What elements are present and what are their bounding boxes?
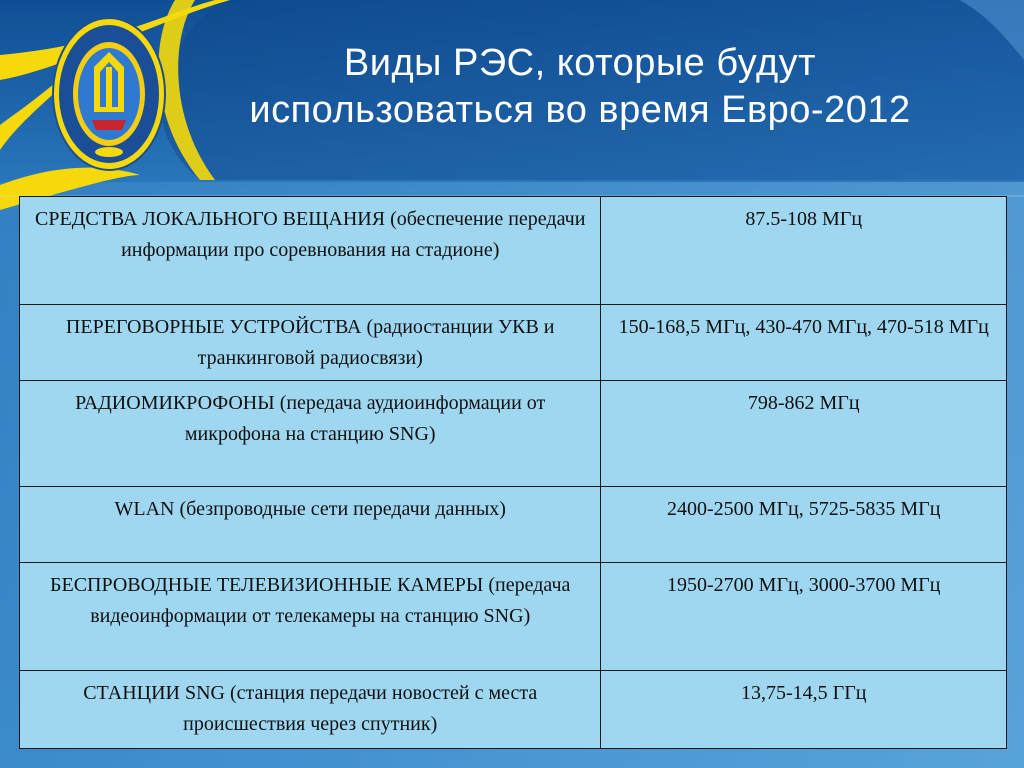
frequency-cell: 2400-2500 МГц, 5725-5835 МГц [601, 487, 1007, 563]
device-cell: ПЕРЕГОВОРНЫЕ УСТРОЙСТВА (радиостанции УКВ и транкинговой радиосвязи) [20, 305, 601, 381]
frequency-table [19, 196, 1007, 749]
device-cell: СТАНЦИИ SNG (станция передачи новостей с места происшествия через спутник) [20, 671, 601, 749]
frequency-cell: 13,75-14,5 ГГц [601, 671, 1007, 749]
device-cell: РАДИОМИКРОФОНЫ (передача аудиоинформации от микрофона на станцию SNG) [20, 381, 601, 487]
table-row [20, 563, 1007, 671]
frequency-cell: 87.5-108 МГц [601, 197, 1007, 305]
device-cell: БЕСПРОВОДНЫЕ ТЕЛЕВИЗИОННЫЕ КАМЕРЫ (передача видеоинформации от телекамеры на станцию SNG) [20, 563, 601, 671]
slide-title [170, 40, 990, 134]
table-row [20, 671, 1007, 749]
title-line-1: Виды РЭС, которые будут [343, 42, 817, 84]
device-cell: СРЕДСТВА ЛОКАЛЬНОГО ВЕЩАНИЯ (обеспечение передачи информации про соревнования на стадионе) [20, 197, 601, 305]
table-row [20, 381, 1007, 487]
frequency-cell: 1950-2700 МГц, 3000-3700 МГц [601, 563, 1007, 671]
frequency-cell: 798-862 МГц [601, 381, 1007, 487]
title-line-2: использоваться во время Евро-2012 [249, 89, 911, 131]
table-row [20, 197, 1007, 305]
emblem-icon [50, 12, 168, 172]
table-row [20, 305, 1007, 381]
table-row [20, 487, 1007, 563]
device-cell: WLAN (безпроводные сети передачи данных) [20, 487, 601, 563]
frequency-cell: 150-168,5 МГц, 430-470 МГц, 470-518 МГц [601, 305, 1007, 381]
